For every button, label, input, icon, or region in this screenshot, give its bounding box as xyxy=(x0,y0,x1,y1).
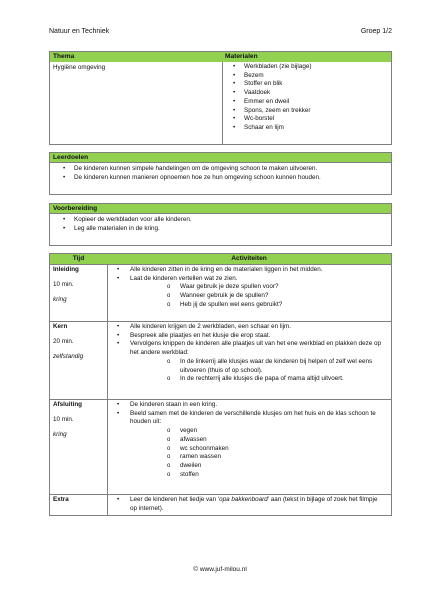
leerdoelen-label: Leerdoelen xyxy=(50,153,391,163)
activity-subitem: o ramen wassen xyxy=(158,453,385,462)
row-duration: 20 min. xyxy=(53,338,74,345)
activity-subitem: o wc schoonmaken xyxy=(158,445,385,454)
thema-value: Hygiëne omgeving xyxy=(53,64,106,71)
activity-bullet-text: aan (tekst in bijlage of zoek het filmpje op internet). xyxy=(130,496,378,512)
activity-bullet-text: Leer de kinderen het liedje van xyxy=(130,496,218,503)
materialen-item: • Werkbladen (zie bijlage) xyxy=(230,63,311,72)
activities-header-row xyxy=(50,254,391,265)
activity-subitem: o stoffen xyxy=(158,471,385,480)
thema-label: Thema xyxy=(50,52,222,62)
materialen-item: • Schaar en lijm xyxy=(230,124,311,133)
row-afsluiting-content xyxy=(108,401,385,479)
activity-bullet: • Alle kinderen zitten in de kring en de materialen liggen in het midden. xyxy=(108,266,385,275)
activity-subitem: o In de rechterrij alle klusjes die papa of mama altijd uitvoert. xyxy=(158,375,385,384)
col-header-activiteiten: Activiteiten xyxy=(231,255,267,262)
voorbereiding-item: • Kopieer de werkbladen voor alle kinderen. xyxy=(60,216,391,225)
leerdoelen-item: • De kinderen kunnen manieren opnoemen hoe ze hun omgeving schoon kunnen houden. xyxy=(60,174,391,183)
row-kern-meta xyxy=(53,323,105,360)
activity-bullet xyxy=(108,410,385,480)
row-separator xyxy=(50,321,391,322)
leerdoelen-item: • De kinderen kunnen simpele handelingen om de omgeving schoon te maken uitvoeren. xyxy=(60,165,391,174)
row-duration: 10 min. xyxy=(53,281,74,288)
row-kern-content xyxy=(108,323,385,384)
materialen-item: • Wc-borstel xyxy=(230,115,311,124)
activity-bullet-text: Laat de kinderen vertellen wat ze zien. xyxy=(130,274,238,282)
thema-column xyxy=(50,52,223,144)
row-title: Kern xyxy=(53,323,68,330)
voorbereiding-item: • Leg alle materialen in de kring. xyxy=(60,225,391,234)
row-duration: 10 min. xyxy=(53,416,74,423)
row-separator xyxy=(50,399,391,400)
materialen-item: • Spons, zeem en trekker xyxy=(230,107,311,116)
activity-bullet: • Alle kinderen krijgen de 2 werkbladen, een schaar en lijm. xyxy=(108,323,385,332)
activity-subitem: o dweilen xyxy=(158,462,385,471)
song-title: 'opa bakkenboard' xyxy=(217,496,269,503)
materialen-item: • Emmer en dweil xyxy=(230,98,311,107)
activities-table xyxy=(49,253,392,516)
leerdoelen-list xyxy=(50,163,391,182)
activity-subitem: o Wanneer gebruik je de spullen? xyxy=(158,292,385,301)
row-title: Afsluiting xyxy=(53,401,83,408)
row-title: Inleiding xyxy=(53,266,79,273)
activity-bullet: • Bespreek alle plaatjes en het klusje die erop staat. xyxy=(108,332,385,341)
row-extra-meta xyxy=(53,496,105,503)
row-extra-content xyxy=(108,496,385,513)
activity-subitem: o afwassen xyxy=(158,436,385,445)
materialen-item: • Vaatdoek xyxy=(230,89,311,98)
activity-bullet xyxy=(108,496,385,513)
activity-bullet xyxy=(108,340,385,384)
activity-bullet-text: Beeld samen met de kinderen de verschillende klusjes om het huis en de klas schoon te houden uit: xyxy=(130,409,376,426)
materialen-label: Materialen xyxy=(222,52,391,62)
row-separator xyxy=(50,494,391,495)
footer-copyright: © www.juf-milou.nl xyxy=(193,566,247,573)
header-subject: Natuur en Techniek xyxy=(49,28,110,35)
materialen-item: • Stoffer en blik xyxy=(230,80,311,89)
voorbereiding-label: Voorbereiding xyxy=(50,204,391,214)
row-inleiding-content xyxy=(108,266,385,310)
row-form: kring xyxy=(53,431,67,438)
leerdoelen-section xyxy=(49,152,392,195)
voorbereiding-list xyxy=(50,214,391,233)
activity-subitem: o In de linkerrij alle klusjes waar de kinderen bij helpen of zelf wel eens uitvoeren (thuis of op school). xyxy=(158,358,385,375)
row-afsluiting-meta xyxy=(53,401,105,438)
activity-bullet: • De kinderen staan in een kring. xyxy=(108,401,385,410)
col-header-tijd: Tijd xyxy=(72,255,85,262)
row-title: Extra xyxy=(53,496,69,503)
materialen-list xyxy=(230,63,311,133)
activity-subitem: o Heb jij de spullen wel eens gebruikt? xyxy=(158,301,385,310)
activity-bullet xyxy=(108,275,385,310)
materialen-item: • Bezem xyxy=(230,72,311,81)
activity-subitem: o Waar gebruik je deze spullen voor? xyxy=(158,283,385,292)
activity-bullet-text: Vervolgens knippen de kinderen alle plaatjes uit van het ene werkblad en plakken deze op het andere werkblad: xyxy=(130,340,381,357)
activity-subitem: o vegen xyxy=(158,427,385,436)
row-inleiding-meta xyxy=(53,266,105,303)
thema-materialen-table xyxy=(49,51,392,145)
voorbereiding-section xyxy=(49,203,392,246)
materialen-column xyxy=(222,52,391,144)
row-form: kring xyxy=(53,296,67,303)
header-group: Groep 1/2 xyxy=(360,28,392,35)
row-form: zelfstandig xyxy=(53,353,84,360)
